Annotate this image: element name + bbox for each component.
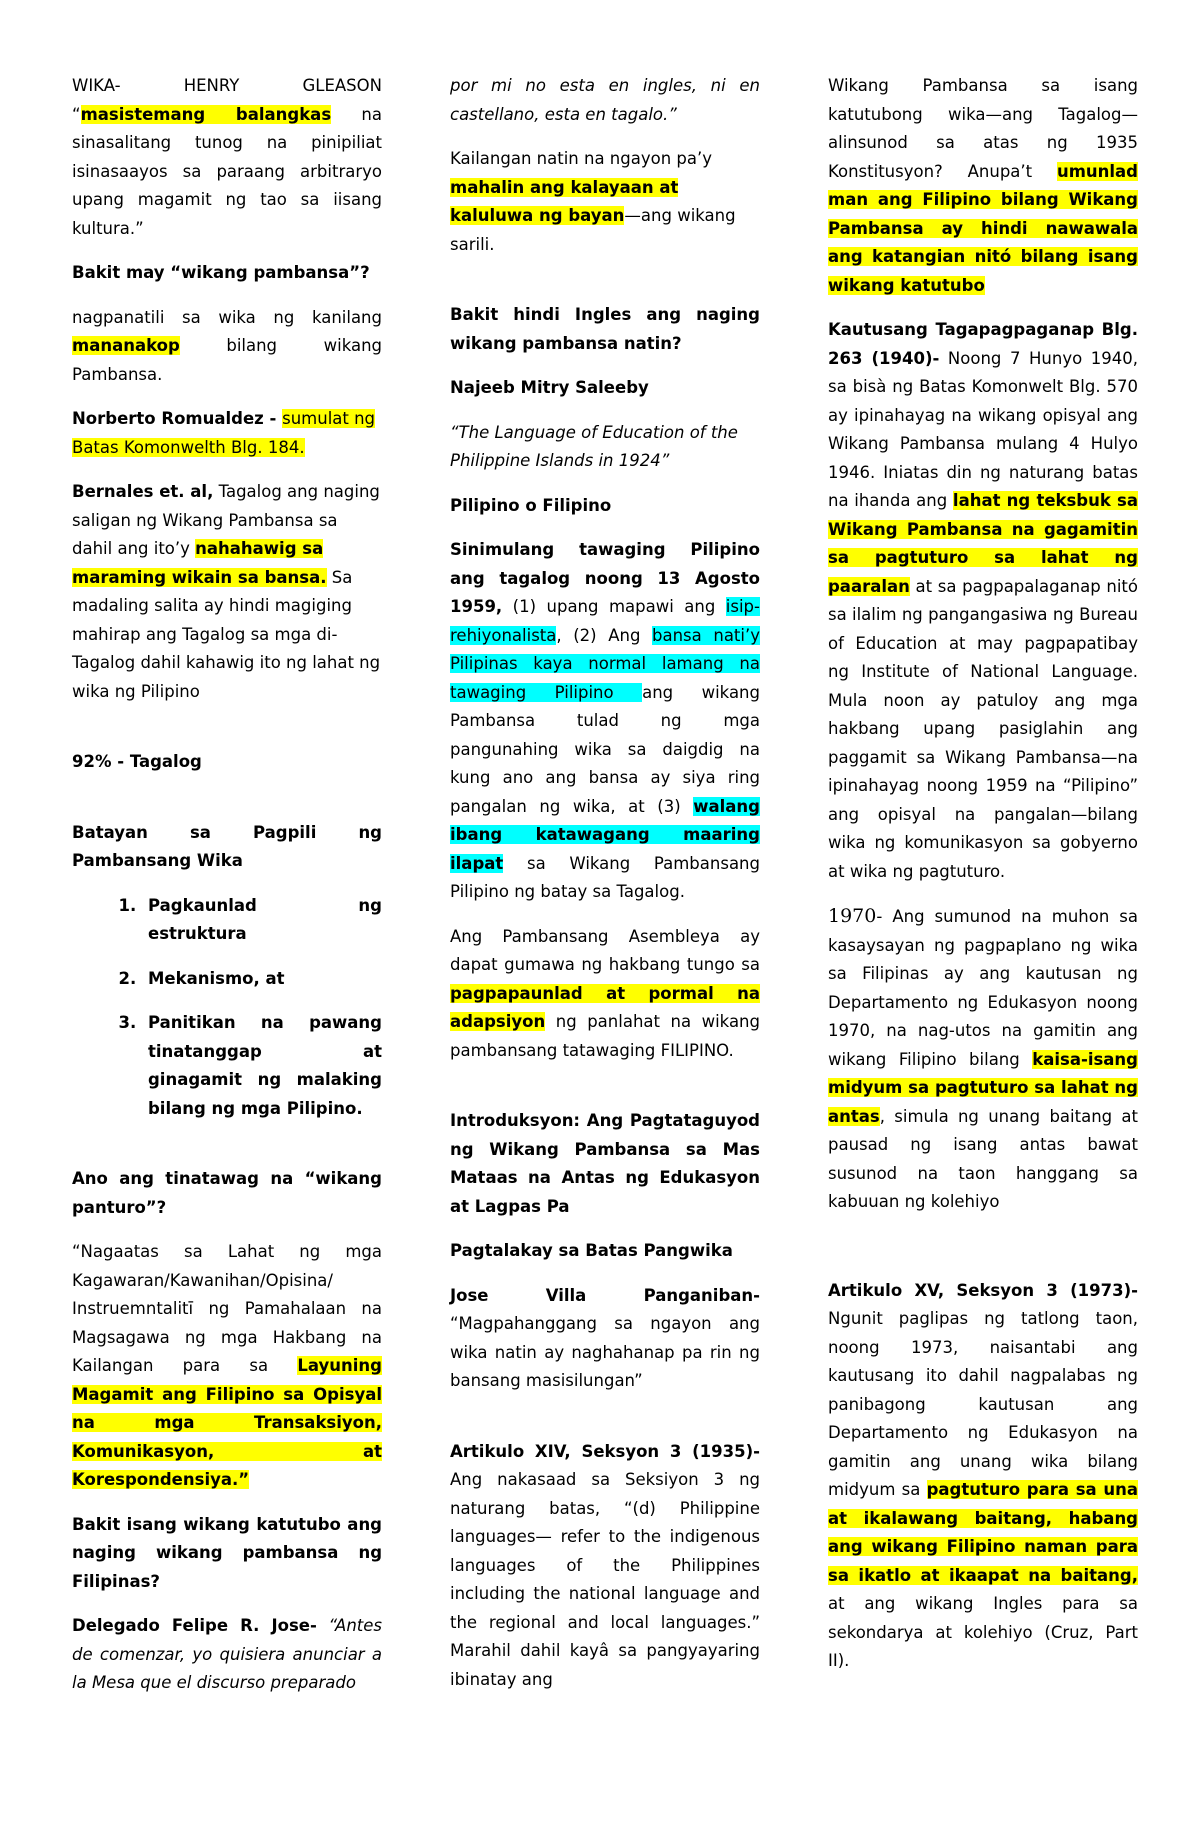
paragraph: Bernales et. al, Tagalog ang naging saligan ng Wikang Pambansa sa dahil ang ito’y nahahawig sa maraming wikain sa bansa. Sa madaling salita ay hindi magiging mahirap ang Tagalog sa mga di-Tagalog dahil kahawig ito ng lahat ng wika ng Pilipino [72,482,381,701]
heading: Najeeb Mitry Saleeby [450,378,649,397]
paragraph: “The Language of Education of the Philippine Islands in 1924” [450,422,738,470]
highlight: walang ibang katawagang maaring ilapat [450,796,760,873]
column-1 [72,72,382,1714]
column-2 [450,72,760,1710]
heading: Bakit hindi Ingles ang naging wikang pambansa natin? [450,305,760,353]
heading: Batayan sa Pagpili ng Pambansang Wika [72,822,382,870]
highlight: umunlad man ang Filipino bilang Wikang Pambansa ay hindi nawawala ang katangian nitó bilang isang wikang katutubo [828,161,1138,295]
heading: Pagtalakay sa Batas Pangwika [450,1241,733,1260]
highlight: sumulat ng Batas Komonwelth Blg. 184. [72,409,376,457]
paragraph: 1970- Ang sumunod na muhon sa kasaysayan ng pagpaplano ng wika sa Filipinas ay ang kautusan ng Departamento ng Edukasyon noong 1970, na nag-utos na gamitin ang wikang Filipino bilang kaisa-isang midyum sa pagtuturo sa lahat ng antas, simula ng unang baitang at pausad ng isang antas bawat susunod na taon hanggang sa kabuuan ng kolehiyo [828,905,1138,1211]
paragraph: Jose Villa Panganiban- “Magpahanggang sa ngayon ang wika natin ay naghahanap pa rin ng bansang masisilungan” [450,1285,760,1390]
highlight: nahahawig sa maraming wikain sa bansa. [72,539,327,587]
highlight: lahat ng teksbuk sa Wikang Pambansa na gagamitin sa pagtuturo sa lahat ng paaralan [828,491,1138,596]
highlight: mananakop [72,336,180,355]
highlight: isip-rehiyonalista [450,597,760,645]
paragraph: por mi no esta en ingles, ni en castellano, esta en tagalo.” [450,76,760,124]
highlight: Layuning Magamit ang Filipino sa Opisyal na mga Transaksiyon, Komunikasyon, at Korespondensiya.” [72,1356,382,1489]
highlight: masistemang balangkas [80,104,332,124]
highlight: bansa nati’y Pilipinas kaya normal lamang na tawaging Pilipino [450,625,760,702]
heading: Introduksyon: Ang Pagtataguyod ng Wikang Pambansa sa Mas Mataas na Antas ng Edukasyon at Lagpas Pa [450,1111,760,1216]
paragraph: Kailangan natin na ngayon pa’y mahalin ang kalayaan at kaluluwa ng bayan—ang wikang sarili. [450,149,736,254]
gleason-definition: WIKA- HENRY GLEASON “masistemang balangkas na sinasalitang tunog na pinipiliat isinasaayos sa paraang arbitraryo upang magamit ng tao sa iisang kultura.” [72,76,382,238]
paragraph: Norberto Romualdez - sumulat ng Batas Komonwelth Blg. 184. [72,409,376,457]
paragraph: Artikulo XIV, Seksyon 3 (1935)- Ang nakasaad sa Seksiyon 3 ng naturang batas, “(d) Philippine languages— refer to the indigenous languages of the Philippines including the national language and the regional and local languages.” Marahil dahil kayâ sa pangyayaring ibinatay ang [450,1441,760,1689]
highlight: pagpapaunlad at pormal na adapsiyon [450,983,760,1031]
list-item: 1. Pagkaunlad ng estruktura [142,892,382,949]
heading: Pilipino o Filipino [450,495,612,515]
highlight: kaisa-isang midyum sa pagtuturo sa lahat ng antas [828,1049,1138,1126]
heading: 92% - Tagalog [72,752,202,771]
paragraph: Ang Pambansang Asembleya ay dapat gumawa ng hakbang tungo sa pagpapaunlad at pormal na adapsiyon ng panlahat na wikang pambansang tatawaging FILIPINO. [450,926,760,1060]
paragraph: Sinimulang tawaging Pilipino ang tagalog noong 13 Agosto 1959, (1) upang mapawi ang isip-rehiyonalista, (2) Ang bansa nati’y Pilipinas kaya normal lamang na tawaging Pilipino ang wikang Pambansa tulad ng mga pangunahing wika sa daigdig na kung ano ang bansa ay siya ring pangalan ng wika, at (3) walang ibang katawagang maaring ilapat sa Wikang Pambansang Pilipino ng batay sa Tagalog. [450,540,760,901]
paragraph: Wikang Pambansa sa isang katutubong wika—ang Tagalog—alinsunod sa atas ng 1935 Konstitusyon? Anupa’t umunlad man ang Filipino bilang Wikang Pambansa ay hindi nawawala ang katangian nitó bilang isang wikang katutubo [828,76,1138,295]
heading: Bakit isang wikang katutubo ang naging wikang pambansa ng Filipinas? [72,1514,382,1591]
column-3 [828,72,1138,1692]
paragraph: Kautusang Tagapagpaganap Blg. 263 (1940)- Noong 7 Hunyo 1940, sa bisà ng Batas Komonwelt Blg. 570 ay ipinahayag na wikang opisyal ang Wikang Pambansa mulang 4 Hulyo 1946. Iniatas din ng naturang batas na ihanda ang lahat ng teksbuk sa Wikang Pambansa na gagamitin sa pagtuturo sa lahat ng paaralan at sa pagpapalaganap nitó sa ilalim ng pangangasiwa ng Bureau of Education at may pagpapatibay ng Institute of National Language. Mula noon ay patuloy ang mga hakbang upang pasiglahin ang paggamit sa Wikang Pambansa—na ipinahayag noong 1959 na “Pilipino” ang opisyal na pangalan—bilang wika ng komunikasyon sa gobyerno at wika ng pagtuturo. [828,320,1138,881]
paragraph: nagpanatili sa wika ng kanilang mananakop bilang wikang Pambansa. [72,307,382,384]
highlight: pagtuturo para sa una at ikalawang baitang, habang ang wikang Filipino naman para sa ikatlo at ikaapat na baitang, [828,1480,1138,1585]
heading: Bakit may “wikang pambansa”? [72,263,370,282]
heading: Ano ang tinatawag na “wikang panturo”? [72,1169,382,1217]
list-item: 3. Panitikan na pawang tinatanggap at ginagamit ng malaking bilang ng mga Pilipino. [142,1009,382,1123]
list-item: 2. Mekanismo, at [142,965,382,994]
highlight: mahalin ang kalayaan at kaluluwa ng bayan [450,177,679,225]
paragraph: Delegado Felipe R. Jose- “Antes de comenzar, yo quisiera anunciar a la Mesa que el discurso preparado [72,1616,382,1692]
paragraph: Artikulo XV, Seksyon 3 (1973)- Ngunit paglipas ng tatlong taon, noong 1973, naisantabi ang kautusang ito dahil nagpalabas ng panibagong kautusan ang Departamento ng Edukasyon na gamitin ang unang wika bilang midyum sa pagtuturo para sa una at ikalawang baitang, habang ang wikang Filipino naman para sa ikatlo at ikaapat na baitang, at ang wikang Ingles para sa sekondarya at kolehiyo (Cruz, Part II). [828,1280,1138,1670]
paragraph: “Nagaatas sa Lahat ng mga Kagawaran/Kawanihan/Opisina/ Instruemntalitī ng Pamahalaan na Magsagawa ng mga Hakbang na Kailangan para sa Layuning Magamit ang Filipino sa Opisyal na mga Transaksiyon, Komunikasyon, at Korespondensiya.” [72,1242,382,1489]
criteria-list [72,892,382,1124]
